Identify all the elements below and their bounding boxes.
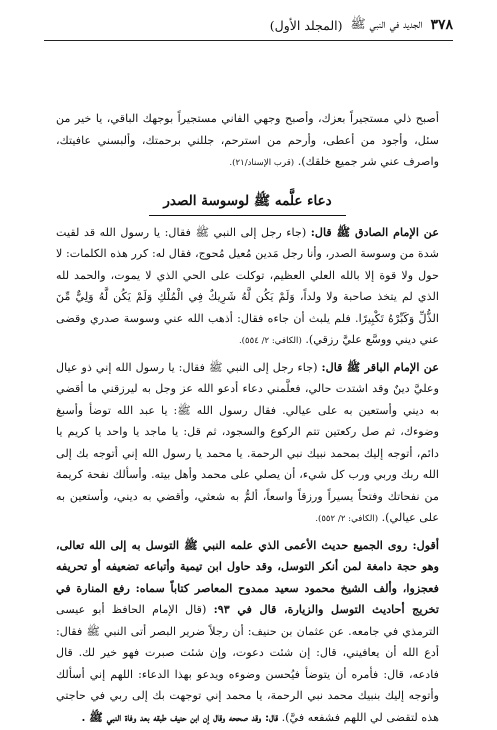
hadith-2-lead: عن الإمام الباقر ﷺ قال: bbox=[321, 359, 439, 374]
hadith-1-lead: عن الإمام الصادق ﷺ قال: bbox=[310, 224, 439, 239]
page-number: ٣٧٨ bbox=[430, 17, 453, 33]
closing-text: (قال الإمام الحافظ أبو عيسى الترمذي في جامعه. عن عثمان بن حنيف: أن رجلاً ضرير البصر أتى النبي ﷺ فقال: أدع الله أن يعافيني، قال: إن شئت دعوت، وإن شئت صبرت فهو خير لك. قال فادعه، قال: فأمره أن يتوضأ فيُحسن وضوءه ويدعو بهذا الدعاء: اللهم إني أسألك وأتوجه إليك بنبيك محمد نبي الرحمة، يا محمد إني توجهت بك إلى ربي في حاجتي هذه لتقضى لي اللهم فشفعه فيَّ). bbox=[56, 603, 439, 724]
section-heading bbox=[56, 189, 439, 216]
running-head bbox=[44, 12, 453, 38]
intro-reference: (قرب الإسناد/٢١). bbox=[229, 158, 295, 168]
page-body bbox=[56, 108, 439, 730]
closing-paragraph bbox=[56, 535, 439, 729]
intro-paragraph bbox=[56, 108, 439, 175]
hadith-paragraph-2 bbox=[56, 357, 439, 531]
running-title: الجديد في النبي ﷺ bbox=[350, 15, 423, 31]
section-title: دعاء علَّمه ﷺ لوسوسة الصدر bbox=[149, 189, 345, 216]
header-rule bbox=[44, 40, 453, 41]
hadith-1-text: (جاء رجل إلى النبي ﷺ فقال: يا رسول الله قد لقيت شدة من وسوسة الصدر، وأنا رجل مَدين مُعيل مُحوج، فقال له: كرر هذه الكلمات: لا حول ولا قوة إلا بالله العلي العظيم، توكلت على الحي الذي لا يموت، والحمد لله الذي لم يتخذ صاحبة ولا ولداً، وَلَمْ يَكُن لَّهُ شَرِيكٌ فِي الْمُلْكِ وَلَمْ يَكُن لَّهُ وَلِيٌّ مِّنَ الذُّلِّ وَكَبِّرْهُ تَكْبِيرًا. فلم يلبث أن جاءه فقال: أذهب الله عني وسوسة صدري وقضى عني ديني ووسَّع عليَّ رزقي). bbox=[56, 225, 439, 346]
closing-lead: أقول: روى الجميع حديث الأعمى الذي علمه النبي ﷺ التوسل به إلى الله تعالى، وهو حجة دامغة لمن أنكر التوسل، وقد حاول ابن تيمية وأتباعه تضعيفه أو تحريفه فعجزوا، وألف الشيخ محمود سعيد ممدوح المعاصر كتاباً سماه: رفع المنارة في تخريج أحاديث التوسل والزيارة، قال في ٩٣: bbox=[56, 537, 440, 616]
hadith-2-reference: (الكافي: ٢/ ٥٥٢). bbox=[315, 514, 379, 524]
volume-label: (المجلد الأول) bbox=[269, 17, 343, 33]
closing-tail: قال: وقد صححه وقال إن ابن حنيف طبقه بعد وفاة النبي ﷺ . bbox=[81, 709, 279, 724]
intro-text: أصبح ذلي مستجيراً بعزك، وأصبح وجهي الفاني مستجيراً بوجهك الباقي، يا خير من سئل، وأجود من أعطى، وأرحم من استرحم، جللني برحمتك، وألبسني عافيتك، واصرف عني شر جميع خلقك). bbox=[56, 112, 439, 168]
hadith-2-text: (جاء رجل إلى النبي ﷺ فقال: يا رسول الله إني ذو عيال وعليَّ دينٌ وقد اشتدت حالي، فعلَّمني دعاء أدعو الله عز وجل به ليرزقني ما أقضي به ديني وأستعين به على عيالي. فقال رسول الله ﷺ: يا عبد الله توضأ وأسبغ وضوءك، ثم صل ركعتين تتم الركوع والسجود، ثم قل: يا ماجد يا واحد يا كريم يا دائم، أتوجه إليك بمحمد نبيك نبي الرحمة. يا محمد يا رسول الله إني أتوجه بك إلى الله ربك وربي ورب كل شيء، أن يصلي على محمد وأهل بيته. وأسألك نفحة كريمة من نفحاتك وفتحاً يسيراً ورزقاً واسعاً، ألمُّ به شعثي، وأقضي به ديني، وأستعين به على عيالي). bbox=[56, 360, 439, 524]
hadith-paragraph-1 bbox=[56, 222, 439, 353]
hadith-1-reference: (الكافي: ٢/ ٥٥٤). bbox=[238, 336, 302, 346]
